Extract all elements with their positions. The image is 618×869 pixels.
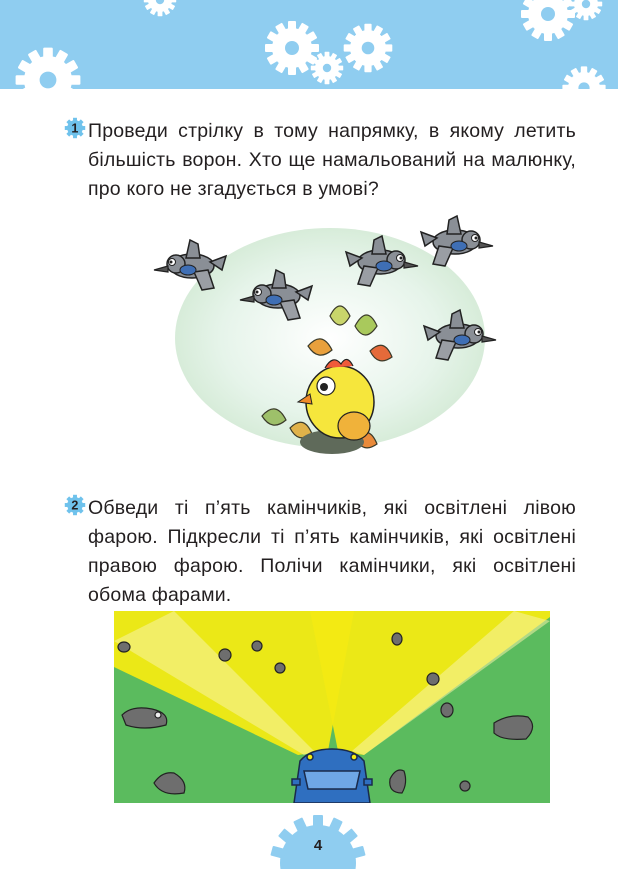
footer [268, 813, 368, 869]
crows-and-chick-illustration [150, 206, 510, 468]
task-number-badge [64, 494, 86, 516]
page-number: 4 [313, 837, 323, 854]
gears-decoration [0, 0, 618, 89]
task-text: Обведи ті п’ять камінчиків, які освітлені лівою фарою. Підкресли ті п’ять камінчиків, які освітлені правою фарою. Полічи камінчики, які освітлені обома фарами. [88, 497, 576, 606]
task-text: Проведи стрілку в тому напрямку, в якому летить більшість ворон. Хто ще намальований на малюнку, про кого не згадується в умові? [88, 120, 576, 200]
car-headlights-stones-illustration [114, 611, 550, 803]
task-number: 2 [71, 498, 79, 513]
car [292, 749, 372, 803]
task-number-badge [64, 117, 86, 139]
task-2 [64, 494, 576, 610]
header-banner [0, 0, 618, 89]
task-number: 1 [71, 121, 79, 136]
task-1 [64, 117, 576, 204]
